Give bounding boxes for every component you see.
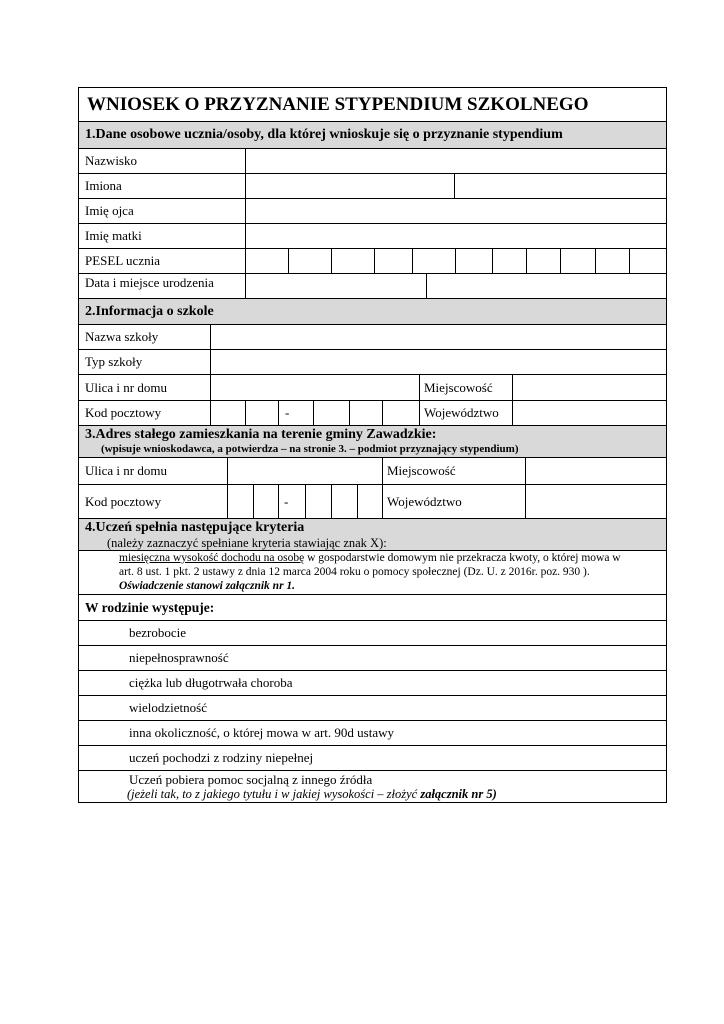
home-postal-dash-cell xyxy=(278,485,305,518)
home-postal-label: Kod pocztowy xyxy=(85,494,162,509)
school-postal-box[interactable] xyxy=(382,401,419,425)
criterion-checkbox[interactable] xyxy=(79,746,115,770)
section2-header xyxy=(79,298,666,324)
school-postal-box[interactable] xyxy=(245,401,278,425)
income-criterion-row xyxy=(79,550,666,594)
school-type-row xyxy=(79,349,666,374)
home-city-label-cell xyxy=(382,458,525,484)
criterion-row xyxy=(79,695,666,720)
school-postal-box[interactable] xyxy=(313,401,349,425)
pesel-digit-box[interactable] xyxy=(374,249,412,273)
income-underlined-text: miesięczna wysokość dochodu na osobę xyxy=(119,552,305,564)
other-aid-label: Uczeń pobiera pomoc socjalną z innego źródła xyxy=(129,772,373,787)
school-postal-dash-cell xyxy=(278,401,313,425)
father-name-label: Imię ojca xyxy=(85,203,134,218)
income-line2: art. 8 ust. 1 pkt. 2 ustawy z dnia 12 marca 2004 roku o pomocy społecznej (Dz. U. z 2016r. poz. 930 ). xyxy=(119,566,590,578)
pesel-digit-box[interactable] xyxy=(331,249,374,273)
criterion-row xyxy=(79,620,666,645)
criterion-checkbox[interactable] xyxy=(79,621,115,645)
section1-heading: 1.Dane osobowe ucznia/osoby, dla której wnioskuje się o przyznanie stypendium xyxy=(85,127,563,142)
criterion-row xyxy=(79,720,666,745)
school-type-label: Typ szkoły xyxy=(85,354,143,369)
father-name-input[interactable] xyxy=(245,199,666,223)
home-street-label: Ulica i nr domu xyxy=(85,463,167,478)
school-name-row xyxy=(79,324,666,349)
home-city-label: Miejscowość xyxy=(387,463,456,478)
surname-label: Nazwisko xyxy=(85,153,137,168)
home-voivodeship-input[interactable] xyxy=(525,485,666,518)
first-names-row xyxy=(79,173,666,198)
home-postal-box[interactable] xyxy=(227,485,253,518)
income-rest-text: w gospodarstwie domowym nie przekracza kwoty, o której mowa w xyxy=(304,552,621,564)
home-postal-box[interactable] xyxy=(305,485,331,518)
criterion-label: niepełnosprawność xyxy=(129,650,229,665)
home-postal-box[interactable] xyxy=(253,485,278,518)
other-aid-note-bold: załącznik nr 5) xyxy=(420,787,497,801)
criterion-label: inna okoliczność, o której mowa w art. 90d ustawy xyxy=(129,725,394,740)
form-title: WNIOSEK O PRZYZNANIE STYPENDIUM SZKOLNEGO xyxy=(87,94,589,115)
section4-subheading: (należy zaznaczyć spełniane kryteria stawiając znak X): xyxy=(107,536,387,550)
section4-header xyxy=(79,518,666,550)
first-names-label: Imiona xyxy=(85,178,122,193)
income-note: Oświadczenie stanowi załącznik nr 1. xyxy=(119,580,296,592)
criterion-checkbox[interactable] xyxy=(79,646,115,670)
pesel-digit-box[interactable] xyxy=(629,249,666,273)
home-street-input[interactable] xyxy=(227,458,382,484)
section2-heading: 2.Informacja o szkole xyxy=(85,304,214,319)
home-voivodeship-label-cell xyxy=(382,485,525,518)
form-title-row xyxy=(79,88,666,121)
income-checkbox[interactable] xyxy=(79,551,115,594)
first-name-input[interactable] xyxy=(245,174,454,198)
birth-label: Data i miejsce urodzenia xyxy=(85,275,214,290)
school-postal-box[interactable] xyxy=(349,401,382,425)
school-postal-box[interactable] xyxy=(210,401,245,425)
birth-date-input[interactable] xyxy=(245,274,426,298)
section3-heading: 3.Adres stałego zamieszkania na terenie gminy Zawadzkie: xyxy=(85,427,437,442)
criterion-label: wielodzietność xyxy=(129,700,207,715)
other-aid-checkbox[interactable] xyxy=(79,771,115,802)
pesel-digit-box[interactable] xyxy=(288,249,331,273)
pesel-digit-box[interactable] xyxy=(455,249,492,273)
section3-header xyxy=(79,425,666,457)
school-city-label: Miejscowość xyxy=(424,380,493,395)
pesel-digit-box[interactable] xyxy=(560,249,595,273)
income-line1 xyxy=(119,552,621,564)
school-street-input[interactable] xyxy=(210,375,419,400)
home-postal-row xyxy=(79,484,666,518)
criterion-row xyxy=(79,745,666,770)
surname-row xyxy=(79,148,666,173)
family-heading: W rodzinie występuje: xyxy=(85,600,215,615)
birth-row xyxy=(79,273,666,298)
school-postal-dash: - xyxy=(285,405,290,420)
school-city-label-cell xyxy=(419,375,512,400)
criterion-row xyxy=(79,670,666,695)
criterion-checkbox[interactable] xyxy=(79,671,115,695)
home-street-row xyxy=(79,457,666,484)
pesel-row xyxy=(79,248,666,273)
section3-subheading: (wpisuje wnioskodawca, a potwierdza – na stronie 3. – podmiot przyznający stypendium) xyxy=(101,443,519,455)
school-postal-row xyxy=(79,400,666,425)
scholarship-application-form xyxy=(78,87,667,803)
other-aid-note xyxy=(127,787,497,802)
school-voivodeship-label: Województwo xyxy=(424,405,499,420)
mother-name-row xyxy=(79,223,666,248)
other-aid-row xyxy=(79,770,666,802)
home-city-input[interactable] xyxy=(525,458,666,484)
father-name-row xyxy=(79,198,666,223)
school-voivodeship-input[interactable] xyxy=(512,401,666,425)
pesel-digit-box[interactable] xyxy=(245,249,288,273)
pesel-digit-box[interactable] xyxy=(492,249,526,273)
home-postal-box[interactable] xyxy=(357,485,382,518)
school-postal-label: Kod pocztowy xyxy=(85,405,162,420)
pesel-label: PESEL ucznia xyxy=(85,253,160,268)
criterion-label: bezrobocie xyxy=(129,625,187,640)
criterion-label: uczeń pochodzi z rodziny niepełnej xyxy=(129,750,314,765)
school-voivodeship-label-cell xyxy=(419,401,512,425)
mother-name-label: Imię matki xyxy=(85,228,142,243)
school-type-input[interactable] xyxy=(210,350,666,374)
home-postal-box[interactable] xyxy=(331,485,357,518)
criterion-row xyxy=(79,645,666,670)
surname-input[interactable] xyxy=(245,149,666,173)
home-voivodeship-label: Województwo xyxy=(387,494,462,509)
criterion-checkbox[interactable] xyxy=(79,721,115,745)
school-city-input[interactable] xyxy=(512,375,666,400)
family-heading-row xyxy=(79,594,666,620)
school-street-label: Ulica i nr domu xyxy=(85,380,167,395)
section1-header xyxy=(79,121,666,148)
school-name-label: Nazwa szkoły xyxy=(85,329,159,344)
criterion-label: ciężka lub długotrwała choroba xyxy=(129,675,293,690)
mother-name-input[interactable] xyxy=(245,224,666,248)
school-name-input[interactable] xyxy=(210,325,666,349)
birth-place-input[interactable] xyxy=(426,274,666,298)
pesel-digit-box[interactable] xyxy=(526,249,560,273)
home-postal-dash: - xyxy=(284,494,289,509)
other-aid-note-prefix: (jeżeli tak, to z jakiego tytułu i w jakiej wysokości – złożyć xyxy=(127,787,421,801)
school-street-row xyxy=(79,374,666,400)
pesel-digit-box[interactable] xyxy=(412,249,455,273)
second-name-input[interactable] xyxy=(454,174,666,198)
pesel-digit-box[interactable] xyxy=(595,249,629,273)
section4-heading: 4.Uczeń spełnia następujące kryteria xyxy=(85,520,305,535)
criterion-checkbox[interactable] xyxy=(79,696,115,720)
